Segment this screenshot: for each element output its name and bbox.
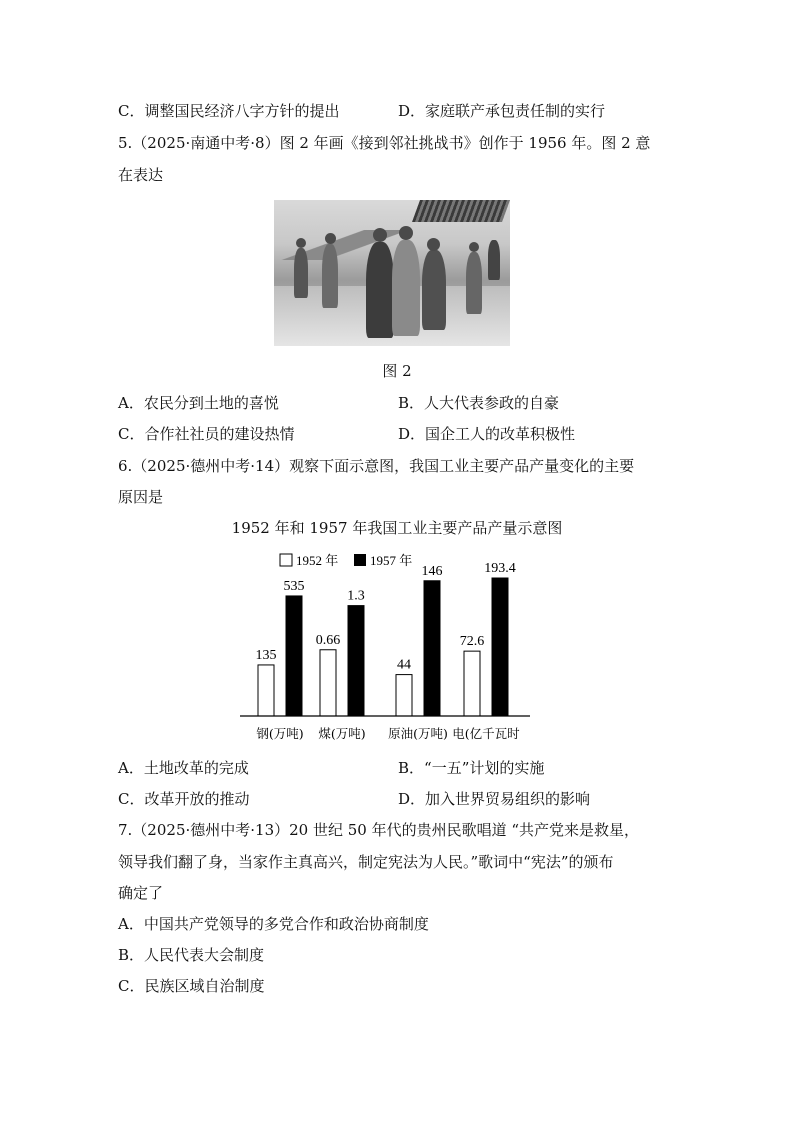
chart-title: 1952 年和 1957 年我国工业主要产品产量示意图 [231,519,563,537]
q5-stem-line2: 在表达 [118,166,164,184]
production-bar-chart [230,550,560,750]
q7-stem-line2: 领导我们翻了身，当家作主真高兴，制定宪法为人民。”歌词中“宪法”的颁布 [118,853,614,871]
q6-option-d: D．加入世界贸易组织的影响 [398,790,591,808]
q7-option-b: B．人民代表大会制度 [118,946,265,964]
q5-option-b: B．人大代表参政的自豪 [398,394,560,412]
category-label-0: 钢(万吨) [256,726,304,741]
bar-1952-2 [396,675,412,716]
q4-option-d: D．家庭联产承包责任制的实行 [398,102,606,120]
q5-option-a: A．农民分到土地的喜悦 [118,394,279,412]
q6-option-b: B．“一五”计划的实施 [398,759,545,777]
q4-option-c: C．调整国民经济八字方针的提出 [118,102,340,120]
bar-1952-1 [320,650,336,716]
category-label-1: 煤(万吨) [318,726,366,741]
q7-option-a: A．中国共产党领导的多党合作和政治协商制度 [118,915,429,933]
bar-1952-3 [464,651,480,716]
figure-2-caption: 图 2 [382,362,412,380]
q5-option-c: C．合作社社员的建设热情 [118,425,295,443]
legend-label-1957: 1957 年 [370,553,413,568]
data-label-1957-1: 1.3 [347,588,365,604]
q6-stem-line2: 原因是 [118,488,164,506]
q5-option-d: D．国企工人的改革积极性 [398,425,576,443]
category-label-3: 电(亿千瓦时 [452,726,520,741]
q6-option-c: C．改革开放的推动 [118,790,250,808]
bar-1957-3 [492,578,508,716]
q7-stem-line3: 确定了 [118,884,164,902]
data-label-1957-0: 535 [283,578,305,594]
data-label-1952-0: 135 [255,647,277,663]
q5-stem-line1: 5.（2025·南通中考·8）图 2 年画《接到邻社挑战书》创作于 1956 年。图 2 意 [118,134,651,152]
data-label-1952-2: 44 [397,657,411,673]
q7-stem-line1: 7.（2025·德州中考·13）20 世纪 50 年代的贵州民歌唱道 “共产党来是救星， [118,821,640,839]
data-label-1952-1: 0.66 [315,632,341,648]
legend-swatch-1952 [280,554,292,566]
q6-option-a: A．土地改革的完成 [118,759,249,777]
bar-1957-1 [348,606,364,716]
category-label-2: 原油(万吨) [388,726,448,741]
legend-swatch-1957 [354,554,366,566]
q7-option-c: C．民族区域自治制度 [118,977,265,995]
legend-label-1952: 1952 年 [296,553,339,568]
data-label-1957-3: 193.4 [484,561,516,576]
data-label-1952-3: 72.6 [459,634,485,650]
data-label-1957-2: 146 [421,563,443,579]
bar-1952-0 [258,665,274,716]
bar-1957-2 [424,581,440,716]
new-year-painting-image [274,200,510,346]
q6-stem-line1: 6.（2025·德州中考·14）观察下面示意图，我国工业主要产品产量变化的主要 [118,457,635,475]
bar-1957-0 [286,596,302,716]
